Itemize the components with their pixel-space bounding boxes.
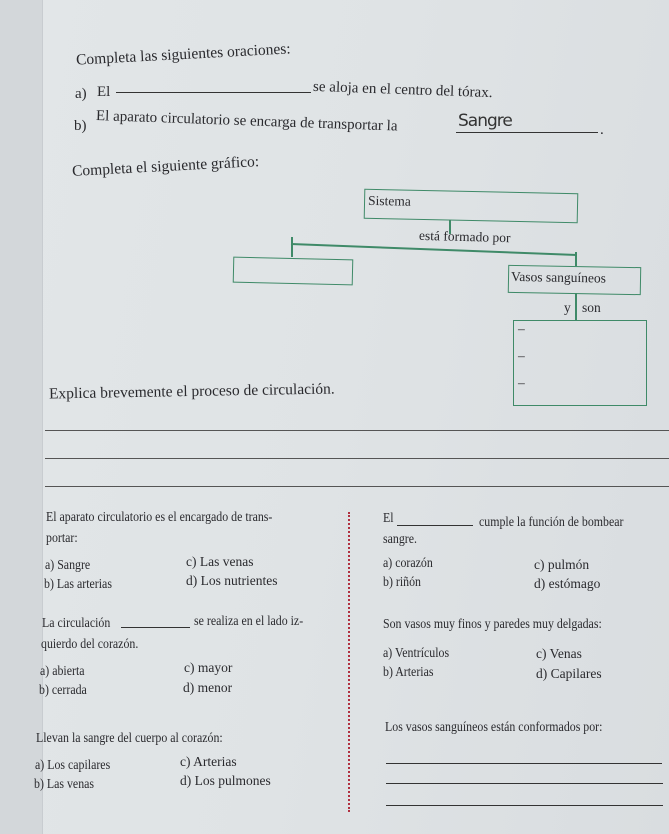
q6-line-3[interactable] bbox=[386, 805, 663, 806]
q2-option-a[interactable]: a) abierta bbox=[40, 663, 85, 678]
q5-option-b[interactable]: b) Arterias bbox=[383, 664, 434, 679]
item-b-label: b) bbox=[74, 118, 87, 134]
item-b-blank[interactable] bbox=[456, 132, 598, 133]
section1-title: Completa las siguientes oraciones: bbox=[75, 40, 292, 69]
q3-option-d[interactable]: d) Los pulmones bbox=[180, 773, 271, 788]
q3-stem: Llevan la sangre del cuerpo al corazón: bbox=[36, 730, 223, 745]
q4-option-a[interactable]: a) corazón bbox=[383, 555, 433, 570]
q4-option-c[interactable]: c) pulmón bbox=[534, 557, 590, 572]
q5-option-d[interactable]: d) Capilares bbox=[536, 666, 602, 681]
q4-option-d[interactable]: d) estómago bbox=[534, 576, 601, 591]
q6-stem: Los vasos sanguíneos están conformados por: bbox=[385, 719, 603, 734]
q5-stem: Son vasos muy finos y paredes muy delgadas: bbox=[383, 616, 602, 631]
q6-line-2[interactable] bbox=[386, 783, 663, 784]
q2-stem-b: se realiza en el lado iz- bbox=[194, 613, 304, 628]
q1-stem: El aparato circulatorio es el encargado de trans- bbox=[46, 509, 273, 524]
answer-line-2[interactable] bbox=[45, 458, 669, 459]
son-line bbox=[575, 293, 577, 321]
q2-blank[interactable] bbox=[121, 627, 190, 628]
q3-option-b[interactable]: b) Las venas bbox=[34, 776, 95, 791]
item-b-text: El aparato circulatorio se encarga de transportar la bbox=[95, 108, 398, 135]
q2-option-b[interactable]: b) cerrada bbox=[39, 682, 87, 697]
q2-stem: La circulación bbox=[42, 615, 111, 630]
son-label: son bbox=[582, 300, 601, 315]
item-b-end: . bbox=[600, 122, 604, 138]
dash-2: – bbox=[518, 348, 525, 363]
branch-line bbox=[291, 243, 577, 256]
page-edge bbox=[0, 0, 43, 834]
q1-option-a[interactable]: a) Sangre bbox=[45, 557, 91, 572]
q1-option-d[interactable]: d) Los nutrientes bbox=[186, 573, 278, 588]
q2-stem-cont: quierdo del corazón. bbox=[41, 636, 139, 651]
q4-option-b[interactable]: b) riñón bbox=[383, 574, 421, 589]
sistema-label: Sistema bbox=[367, 192, 411, 209]
item-a-post: se aloja en el centro del tórax. bbox=[312, 78, 493, 102]
section3-title: Explica brevemente el proceso de circulación. bbox=[48, 380, 335, 403]
q3-option-c[interactable]: c) Arterias bbox=[180, 754, 237, 769]
branch-left-drop bbox=[291, 237, 293, 257]
branch-right-drop bbox=[575, 252, 577, 266]
q4-blank[interactable] bbox=[397, 525, 473, 526]
y-label: y bbox=[564, 300, 571, 315]
q3-option-a[interactable]: a) Los capilares bbox=[35, 757, 111, 772]
q1-option-c[interactable]: c) Las venas bbox=[186, 554, 254, 569]
dash-3: – bbox=[518, 375, 525, 390]
item-a-label: a) bbox=[75, 86, 87, 102]
dash-1: – bbox=[518, 321, 525, 336]
q1-stem-cont: portar: bbox=[46, 530, 78, 545]
answer-line-3[interactable] bbox=[45, 486, 669, 487]
q2-option-c[interactable]: c) mayor bbox=[184, 660, 233, 675]
q4-stem-cont: sangre. bbox=[383, 531, 417, 546]
q4-stem-b: cumple la función de bombear bbox=[479, 514, 624, 529]
column-divider bbox=[348, 512, 350, 812]
sistema-box[interactable] bbox=[364, 189, 579, 223]
vasos-label: Vasos sanguíneos bbox=[510, 268, 607, 286]
q6-line-1[interactable] bbox=[386, 763, 662, 764]
section2-title: Completa el siguiente gráfico: bbox=[71, 153, 260, 180]
item-b-answer[interactable]: Sangre bbox=[458, 111, 512, 131]
answer-box[interactable] bbox=[513, 320, 647, 406]
answer-line-1[interactable] bbox=[45, 430, 669, 431]
empty-box[interactable] bbox=[233, 257, 354, 286]
q2-option-d[interactable]: d) menor bbox=[183, 680, 233, 695]
q1-option-b[interactable]: b) Las arterias bbox=[44, 576, 112, 591]
q5-option-c[interactable]: c) Venas bbox=[536, 646, 582, 661]
vasos-box bbox=[508, 265, 641, 295]
connector-label: está formado por bbox=[418, 227, 511, 246]
q4-stem-pre: El bbox=[383, 510, 394, 525]
item-a-blank[interactable] bbox=[116, 92, 311, 93]
item-a-pre: El bbox=[97, 84, 111, 100]
q5-option-a[interactable]: a) Ventrículos bbox=[383, 645, 450, 660]
